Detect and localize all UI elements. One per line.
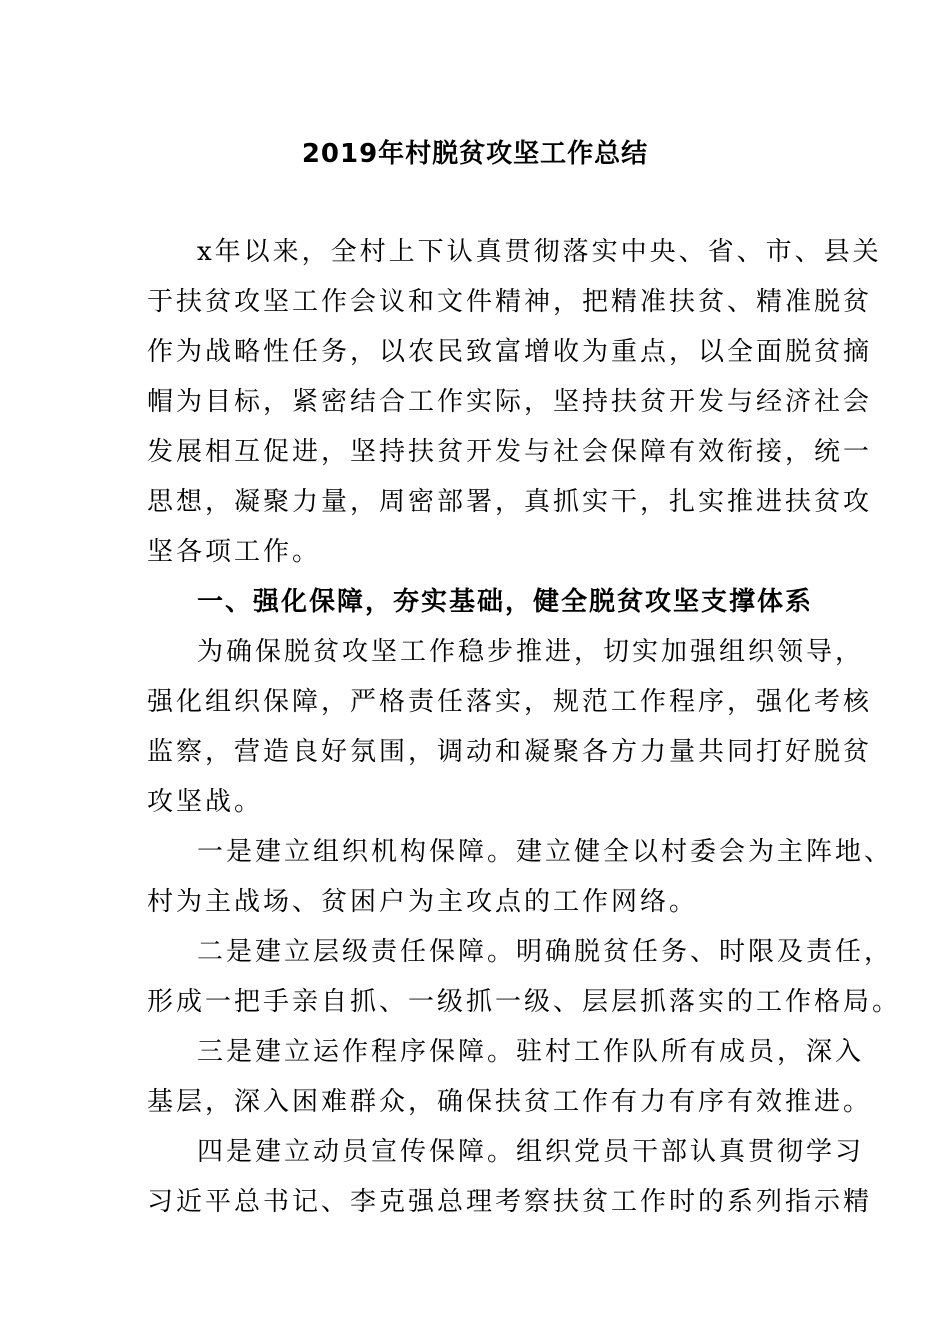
paragraph-line: 监察，营造良好氛围，调动和凝聚各方力量共同打好脱贫	[147, 737, 873, 767]
document-title: 2019年村脱贫攻坚工作总结	[301, 139, 649, 169]
paragraph-line: 形成一把手亲自抓、一级抓一级、层层抓落实的工作格局。	[147, 987, 902, 1017]
paragraph-line: 村为主战场、贫困户为主攻点的工作网络。	[147, 887, 699, 917]
paragraph-line: 帽为目标，紧密结合工作实际，坚持扶贫开发与经济社会	[147, 387, 873, 417]
paragraph-line: 习近平总书记、李克强总理考察扶贫工作时的系列指示精	[147, 1187, 873, 1217]
paragraph-line: 一是建立组织机构保障。建立健全以村委会为主阵地、	[197, 837, 894, 867]
paragraph-line: 基层，深入困难群众，确保扶贫工作有力有序有效推进。	[147, 1087, 873, 1117]
paragraph-line: 作为战略性任务，以农民致富增收为重点，以全面脱贫摘	[147, 337, 873, 367]
paragraph-line: 思想，凝聚力量，周密部署，真抓实干，扎实推进扶贫攻	[147, 487, 873, 517]
paragraph-line: x年以来，全村上下认真贯彻落实中央、省、市、县关	[197, 237, 882, 267]
paragraph-line: 攻坚战。	[147, 787, 264, 817]
paragraph-line: 为确保脱贫攻坚工作稳步推进，切实加强组织领导，	[197, 637, 865, 667]
paragraph-line: 强化组织保障，严格责任落实，规范工作程序，强化考核	[147, 687, 873, 717]
paragraph-line: 四是建立动员宣传保障。组织党员干部认真贯彻学习	[197, 1137, 865, 1167]
paragraph-line: 发展相互促进，坚持扶贫开发与社会保障有效衔接，统一	[147, 437, 873, 467]
section-heading: 一、强化保障，夯实基础，健全脱贫攻坚支撑体系	[197, 587, 814, 617]
paragraph-line: 于扶贫攻坚工作会议和文件精神，把精准扶贫、精准脱贫	[147, 287, 873, 317]
paragraph-line: 三是建立运作程序保障。驻村工作队所有成员，深入	[197, 1037, 865, 1067]
paragraph-line: 二是建立层级责任保障。明确脱贫任务、时限及责任，	[197, 937, 894, 967]
paragraph-line: 坚各项工作。	[147, 537, 322, 567]
